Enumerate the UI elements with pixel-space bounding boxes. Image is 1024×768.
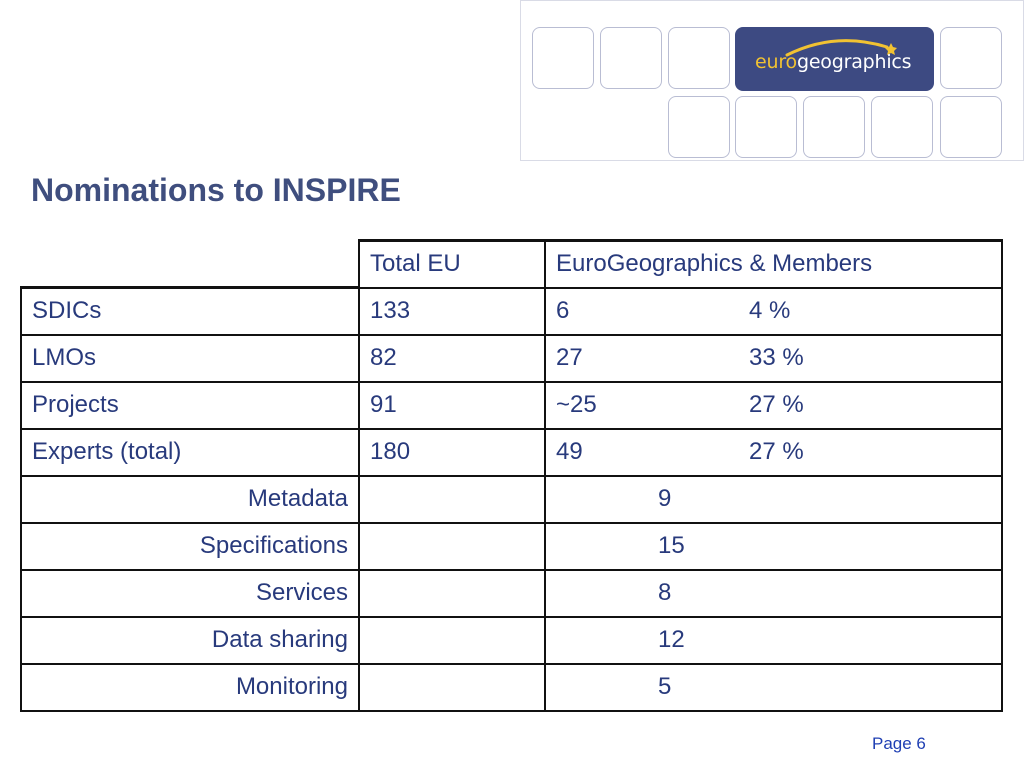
empty-cell [359, 570, 545, 617]
row-label: SDICs [21, 288, 359, 335]
table-subrow [21, 523, 1002, 570]
header-total-eu: Total EU [359, 241, 545, 288]
subrow-label: Specifications [21, 523, 359, 570]
subrow-value: 5 [545, 664, 1002, 711]
table-subrow [21, 617, 1002, 664]
table-subrow [21, 664, 1002, 711]
nominations-table [20, 239, 1003, 712]
table-row [21, 335, 1002, 382]
header-eurogeographics: EuroGeographics & Members [545, 241, 1002, 288]
row-label: Experts (total) [21, 429, 359, 476]
logo-tile [803, 96, 865, 158]
empty-cell [359, 664, 545, 711]
eg-count: 49 [556, 438, 583, 465]
eg-percent: 33 % [749, 344, 804, 371]
row-label: LMOs [21, 335, 359, 382]
subrow-value: 15 [545, 523, 1002, 570]
logo-tile [532, 27, 594, 89]
eg-count: 6 [556, 297, 570, 324]
subrow-label: Metadata [21, 476, 359, 523]
total-eu-value: 180 [359, 429, 545, 476]
subrow-value: 12 [545, 617, 1002, 664]
table-subrow [21, 570, 1002, 617]
eg-percent: 4 % [749, 297, 791, 324]
eg-cell [545, 382, 1002, 429]
logo-tile [668, 96, 730, 158]
empty-cell [359, 523, 545, 570]
slide-title: Nominations to INSPIRE [31, 172, 401, 208]
eg-percent: 27 % [749, 391, 804, 418]
table-row [21, 382, 1002, 429]
logo-tile [940, 96, 1002, 158]
subrow-value: 9 [545, 476, 1002, 523]
empty-cell [359, 617, 545, 664]
total-eu-value: 91 [359, 382, 545, 429]
row-label: Projects [21, 382, 359, 429]
table-row [21, 288, 1002, 335]
header-blank-cell [21, 241, 359, 288]
eg-cell [545, 429, 1002, 476]
table-header-row [21, 241, 1002, 288]
logo-tile [600, 27, 662, 89]
page-number: Page 6 [872, 734, 926, 753]
total-eu-value: 82 [359, 335, 545, 382]
eg-cell [545, 335, 1002, 382]
table-subrow [21, 476, 1002, 523]
empty-cell [359, 476, 545, 523]
eg-cell [545, 288, 1002, 335]
table-row [21, 429, 1002, 476]
total-eu-value: 133 [359, 288, 545, 335]
eg-percent: 27 % [749, 438, 804, 465]
logo-tile [668, 27, 730, 89]
logo-tile [735, 96, 797, 158]
subrow-label: Services [21, 570, 359, 617]
subrow-label: Monitoring [21, 664, 359, 711]
subrow-value: 8 [545, 570, 1002, 617]
eg-count: 27 [556, 344, 583, 371]
eg-count: ~25 [556, 391, 597, 418]
subrow-label: Data sharing [21, 617, 359, 664]
logo-tile [871, 96, 933, 158]
logo-panel [520, 0, 1024, 161]
logo-tile [940, 27, 1002, 89]
eurogeographics-logo [735, 27, 934, 91]
logo-wordmark: eurogeographics [755, 51, 912, 73]
